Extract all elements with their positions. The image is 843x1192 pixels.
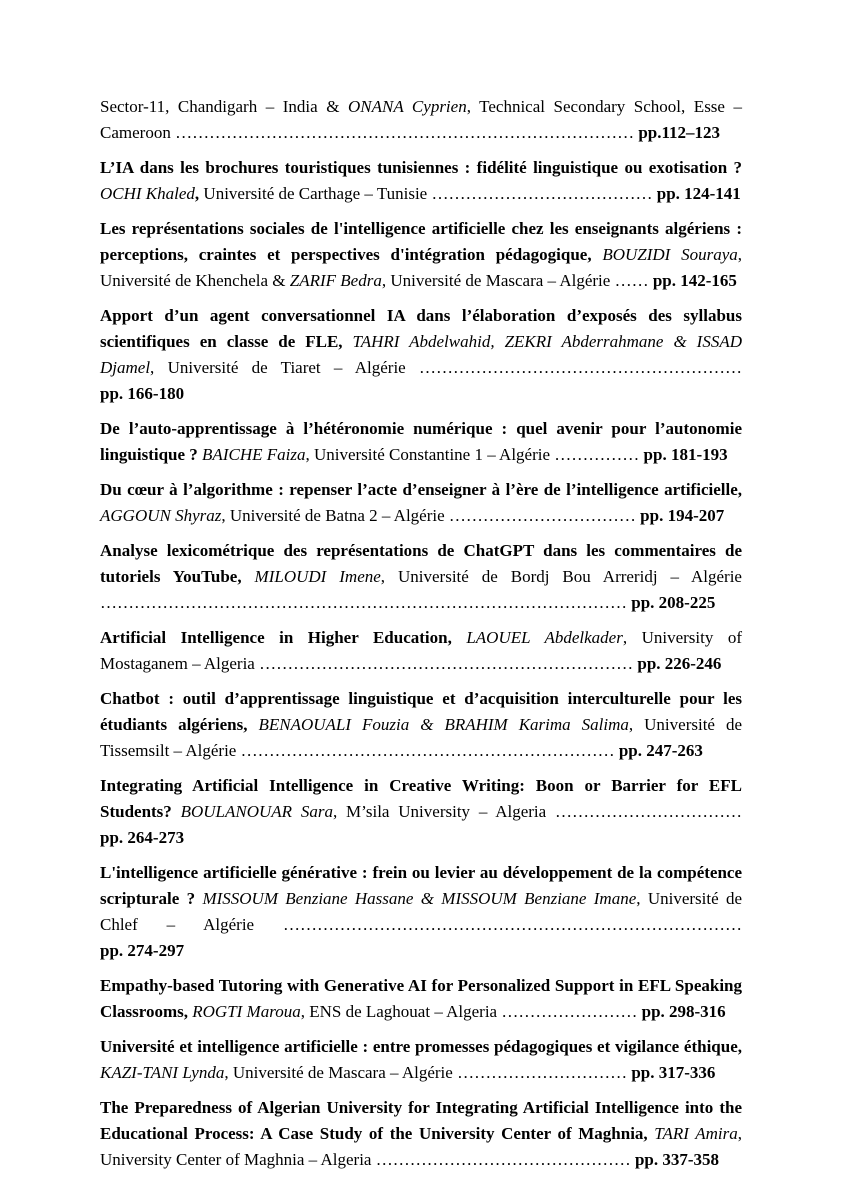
entry-title: Université et intelligence artificielle : entre promesses pédagogiques et vigilance éthique,	[100, 1037, 742, 1056]
entry-affiliation: , University of Mostaganem – Algeria	[100, 628, 742, 673]
page-range: pp. 317-336	[627, 1063, 716, 1082]
entry-author: OCHI Khaled	[100, 184, 195, 203]
entry-affiliation: , Université de Batna 2 – Algérie	[221, 506, 449, 525]
entry-title: Artificial Intelligence in Higher Education,	[100, 628, 467, 647]
toc-entry	[100, 216, 742, 294]
leader-dots: ………………………………………………………………………	[175, 123, 635, 142]
page-range: pp. 337-358	[630, 1150, 720, 1169]
toc-entry	[100, 303, 742, 407]
page-range: pp. 264-273	[100, 828, 185, 847]
leader-dots: …………………………………	[431, 184, 653, 203]
leader-dots: ……………	[554, 445, 640, 464]
toc-entry	[100, 94, 742, 146]
entry-author: MISSOUM Benziane Hassane & MISSOUM Benziane Imane	[202, 889, 637, 908]
page-range: pp.112–123	[634, 123, 721, 142]
leader-dots: …………………………………………………………	[240, 741, 615, 760]
leader-dots: ……………………………	[448, 506, 636, 525]
entry-author: MILOUDI Imene	[254, 567, 381, 586]
entry-affiliation: , University Center of Maghnia – Algeria	[100, 1124, 742, 1169]
entry-author: KAZI-TANI Lynda	[100, 1063, 225, 1082]
toc-entry	[100, 625, 742, 677]
toc-entry	[100, 538, 742, 616]
entry-author: BENAOUALI Fouzia & BRAHIM Karima Salima	[258, 715, 629, 734]
entry-affiliation: , Université de Tissemsilt – Algérie	[100, 715, 743, 760]
page-range: pp. 226-246	[633, 654, 722, 673]
leader-dots: ……………………	[501, 1002, 638, 1021]
page-range: pp. 208-225	[627, 593, 716, 612]
entry-title: Apport d’un agent conversationnel IA dans l’élaboration d’exposés des syllabus scientifiques en classe de FLE,	[100, 306, 742, 351]
toc-entry	[100, 1034, 742, 1086]
toc-entry	[100, 155, 742, 207]
entry-affiliation: , Université de Khenchela &	[100, 245, 742, 290]
page-range: pp. 274-297	[100, 941, 185, 960]
entry-title: De l’auto-apprentissage à l’hétéronomie numérique : quel avenir pour l’autonomie linguistique ?	[100, 419, 742, 464]
entry-affiliation: , Université de Mascara – Algérie	[224, 1063, 458, 1082]
entry-author: BOULANOUAR Sara	[180, 802, 333, 821]
entry-author: ONANA Cyprien	[347, 97, 467, 116]
page-range: pp. 166-180	[100, 384, 185, 403]
leader-dots: ………………………………………………………………………	[283, 915, 742, 934]
toc-entry	[100, 686, 742, 764]
toc-entry	[100, 1095, 742, 1173]
entry-author: TARI Amira	[654, 1124, 738, 1143]
page-range: pp. 124-141	[652, 184, 741, 203]
entry-title: Analyse lexicométrique des représentations de ChatGPT dans les commentaires de tutoriels YouTube,	[100, 541, 742, 586]
leader-dots: …………………………………………………………………………………	[100, 593, 627, 612]
page-range: pp. 181-193	[639, 445, 728, 464]
entry-affiliation: , Université Constantine 1 – Algérie	[305, 445, 555, 464]
leader-dots: ………………………………………	[375, 1150, 631, 1169]
toc-entry	[100, 773, 742, 851]
leader-dots: ……………………………	[554, 802, 742, 821]
page-range: pp. 298-316	[637, 1002, 726, 1021]
leader-dots: …………………………………………………	[419, 358, 742, 377]
entry-affiliation: , M’sila University – Algeria	[332, 802, 555, 821]
entry-title: ,	[194, 184, 204, 203]
entry-title: Chatbot : outil d’apprentissage linguistique et d’acquisition interculturelle pour les étudiants algériens,	[100, 689, 742, 734]
entry-affiliation: , Université de Chlef – Algérie	[100, 889, 742, 934]
toc-entry	[100, 860, 742, 964]
entry-author: BAICHE Faiza	[202, 445, 306, 464]
toc-entry	[100, 416, 742, 468]
entry-title: Empathy-based Tutoring with Generative AI for Personalized Support in EFL Speaking Classrooms,	[100, 976, 742, 1021]
entry-affiliation: , Université de Tiaret – Algérie	[150, 358, 419, 377]
entry-title: Les représentations sociales de l'intelligence artificielle chez les enseignants algériens : perceptions, craintes et perspectives d'intégration pédagogique,	[100, 219, 742, 264]
entry-affiliation: , Université de Mascara – Algérie	[381, 271, 615, 290]
entry-title: L'intelligence artificielle générative : frein ou levier au développement de la compétence scripturale ?	[100, 863, 742, 908]
toc-entry	[100, 973, 742, 1025]
leader-dots: …………………………………………………………	[259, 654, 634, 673]
entry-title: Du cœur à l’algorithme : repenser l’acte d’enseigner à l’ère de l’intelligence artificielle,	[100, 480, 742, 499]
entry-affiliation: Sector-11, Chandigarh – India &	[100, 97, 348, 116]
entry-author: ROGTI Maroua	[192, 1002, 301, 1021]
leader-dots: …………………………	[457, 1063, 628, 1082]
page-range: pp. 194-207	[635, 506, 725, 525]
toc-entry	[100, 477, 742, 529]
page-range: pp. 142-165	[648, 271, 737, 290]
entry-author: LAOUEL Abdelkader	[466, 628, 623, 647]
entry-affiliation: , Université de Bordj Bou Arreridj – Algérie	[380, 567, 742, 586]
page-range: pp. 247-263	[614, 741, 703, 760]
leader-dots: ……	[614, 271, 649, 290]
entry-affiliation: , Technical Secondary School, Esse – Cameroon	[100, 97, 742, 142]
entry-author: BOUZIDI Souraya	[602, 245, 738, 264]
entry-affiliation: Université de Carthage – Tunisie	[203, 184, 432, 203]
entry-author: TAHRI Abdelwahid, ZEKRI Abderrahmane & ISSAD Djamel	[100, 332, 742, 377]
entry-title: The Preparedness of Algerian University for Integrating Artificial Intelligence into the Educational Process: A Case Study of the University Center of Maghnia,	[100, 1098, 742, 1143]
toc-entries	[100, 94, 742, 1173]
entry-affiliation: , ENS de Laghouat – Algeria	[300, 1002, 502, 1021]
entry-title: L’IA dans les brochures touristiques tunisiennes : fidélité linguistique ou exotisation ?	[100, 158, 742, 177]
entry-title: Integrating Artificial Intelligence in Creative Writing: Boon or Barrier for EFL Students?	[100, 776, 742, 821]
entry-author: ZARIF Bedra	[289, 271, 382, 290]
entry-author: AGGOUN Shyraz	[100, 506, 222, 525]
